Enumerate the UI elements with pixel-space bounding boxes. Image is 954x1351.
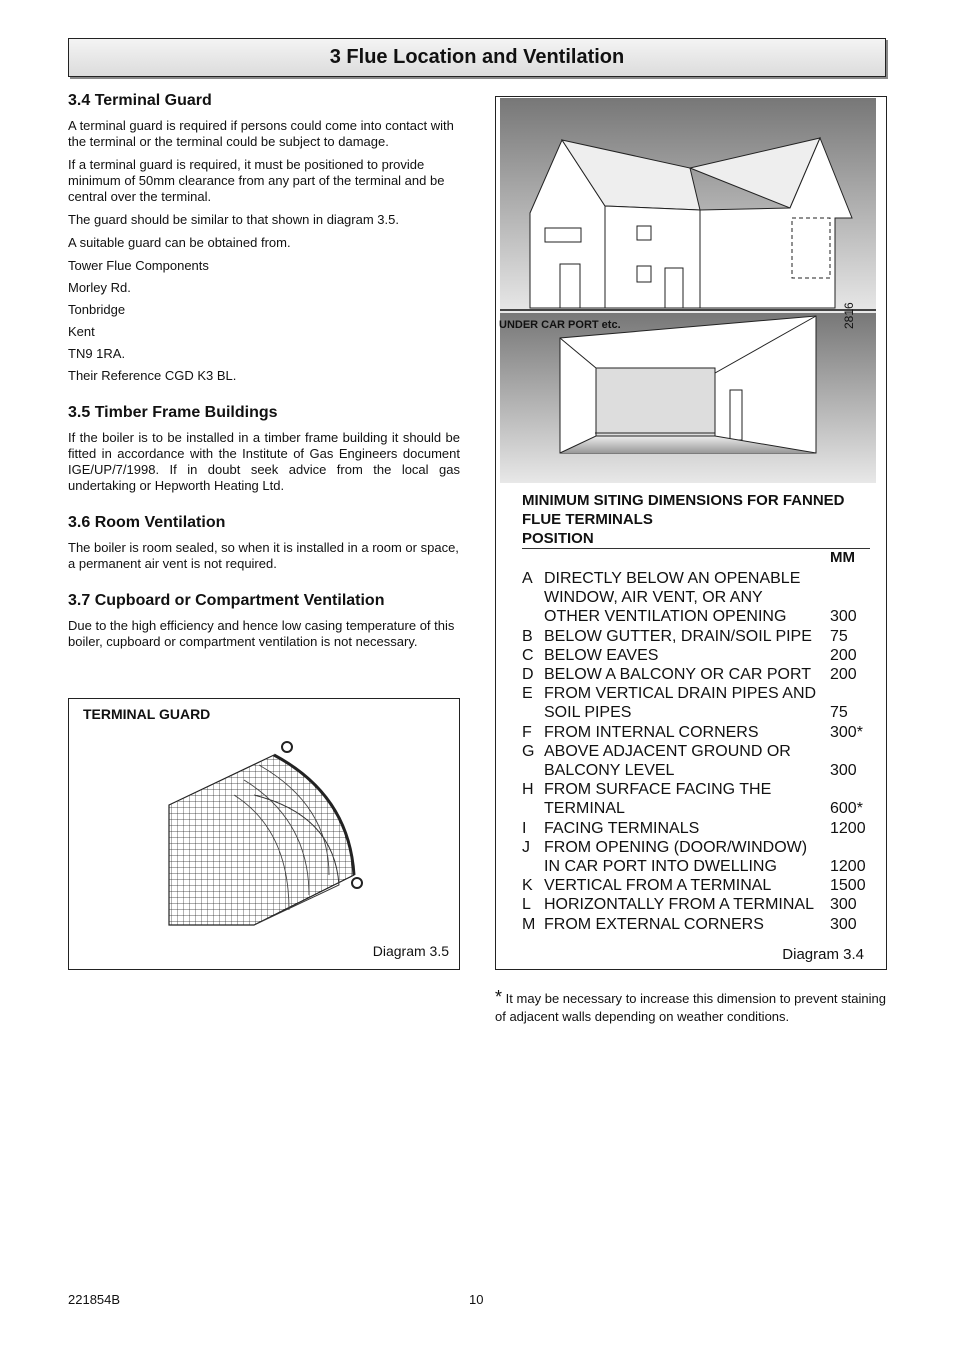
row-key: E <box>522 685 533 703</box>
row-key <box>522 703 544 722</box>
address-line: Morley Rd. <box>68 280 131 295</box>
footnote-star: * <box>495 987 503 1007</box>
row-key: L <box>522 896 531 914</box>
row-value: 75 <box>830 627 848 645</box>
section-room-ventilation <box>68 514 460 572</box>
row-description: FACING TERMINALS <box>544 819 700 837</box>
table-row <box>522 569 872 588</box>
paragraph: If the boiler is to be installed in a timber frame building it should be fitted in accordance with the Institute of Gas Engineers document IGE/UP/7/1998. If in doubt seek advice from the local gas undertaking or Hepworth Heating Ltd. <box>68 430 460 493</box>
row-key: I <box>522 819 527 837</box>
table-row <box>522 761 872 780</box>
row-key <box>522 588 544 607</box>
row-description: WINDOW, AIR VENT, OR ANY <box>544 589 763 607</box>
row-description: BELOW GUTTER, DRAIN/SOIL PIPE <box>544 627 812 645</box>
table-row <box>522 723 872 742</box>
section-heading: 3.6 Room Ventilation <box>68 514 226 531</box>
left-column <box>68 92 460 664</box>
row-description: BALCONY LEVEL <box>544 762 675 780</box>
row-value <box>830 569 870 588</box>
siting-table <box>522 569 872 934</box>
page-title: 3 Flue Location and Ventilation <box>329 46 625 68</box>
row-value: 300 <box>830 896 857 914</box>
row-description: BELOW A BALCONY OR CAR PORT <box>544 666 812 684</box>
row-value: 200 <box>830 666 857 684</box>
row-description: TERMINAL <box>544 800 625 818</box>
footnote <box>495 988 886 1026</box>
section-heading: 3.7 Cupboard or Compartment Ventilation <box>68 592 385 609</box>
row-value: 300 <box>830 608 857 626</box>
row-description: FROM EXTERNAL CORNERS <box>544 915 764 933</box>
row-description: DIRECTLY BELOW AN OPENABLE <box>544 570 801 587</box>
diagram-title: TERMINAL GUARD <box>83 706 211 722</box>
row-description: HORIZONTALLY FROM A TERMINAL <box>544 896 814 914</box>
row-key: B <box>522 627 533 645</box>
table-header <box>522 491 872 549</box>
paragraph: A terminal guard is required if persons could come into contact with the terminal or the terminal could be subject to damage. <box>68 118 454 149</box>
row-key: D <box>522 666 534 684</box>
row-key <box>522 761 544 780</box>
paragraph: Due to the high efficiency and hence low casing temperature of this boiler, cupboard or compartment ventilation is not necessary. <box>68 618 455 649</box>
row-value: 300* <box>830 723 863 741</box>
address-line: Their Reference CGD K3 BL. <box>68 368 237 383</box>
table-row <box>522 627 872 646</box>
siting-illustration <box>500 98 880 483</box>
row-description: ABOVE ADJACENT GROUND OR <box>544 742 791 760</box>
row-description: FROM VERTICAL DRAIN PIPES AND <box>544 685 817 703</box>
row-key: G <box>522 742 535 760</box>
table-row <box>522 838 872 857</box>
diagram-code: 2816 <box>842 302 856 329</box>
row-value: 600* <box>830 800 863 818</box>
table-row <box>522 915 872 934</box>
row-value <box>830 780 870 799</box>
table-row <box>522 799 872 818</box>
row-description: VERTICAL FROM A TERMINAL <box>544 877 772 895</box>
section-heading: 3.5 Timber Frame Buildings <box>68 404 278 421</box>
table-title: MINIMUM SITING DIMENSIONS FOR FANNED FLUE TERMINALS <box>522 492 845 528</box>
position-label: POSITION <box>522 529 870 549</box>
row-key: K <box>522 877 533 895</box>
section-cupboard-ventilation <box>68 592 460 650</box>
section-heading: 3.4 Terminal Guard <box>68 92 212 109</box>
row-description: FROM INTERNAL CORNERS <box>544 723 759 741</box>
row-key: F <box>522 723 532 741</box>
row-value <box>830 838 870 857</box>
row-value: 1500 <box>830 877 866 895</box>
paragraph: If a terminal guard is required, it must be positioned to provide minimum of 50mm clearance from any part of the terminal and be central over the terminal. <box>68 157 445 204</box>
row-value <box>830 684 870 703</box>
row-description: SOIL PIPES <box>544 704 632 722</box>
paragraph: The guard should be similar to that shown in diagram 3.5. <box>68 212 399 227</box>
table-row <box>522 646 872 665</box>
row-value: 75 <box>830 704 848 722</box>
title-bar <box>68 38 886 77</box>
row-value: 1200 <box>830 858 866 876</box>
unit-label: MM <box>830 549 855 566</box>
address-line: Tower Flue Components <box>68 258 209 273</box>
document-number: 221854B <box>68 1292 121 1307</box>
section-timber-frame <box>68 404 460 494</box>
table-row <box>522 780 872 799</box>
table-row <box>522 665 872 684</box>
table-row <box>522 607 872 626</box>
row-value: 300 <box>830 762 857 780</box>
table-row <box>522 684 872 703</box>
row-key: C <box>522 646 534 664</box>
address-line: Tonbridge <box>68 302 126 317</box>
terminal-guard-diagram <box>68 698 460 970</box>
diagram-caption: Diagram 3.5 <box>372 943 449 959</box>
row-description: IN CAR PORT INTO DWELLING <box>544 858 777 876</box>
paragraph: The boiler is room sealed, so when it is installed in a room or space, a permanent air vent is not required. <box>68 540 459 571</box>
siting-diagram <box>495 96 887 970</box>
table-row <box>522 819 872 838</box>
row-key <box>522 799 544 818</box>
table-row <box>522 895 872 914</box>
row-value: 1200 <box>830 819 866 837</box>
row-key <box>522 857 544 876</box>
row-value: 200 <box>830 646 857 664</box>
carport-label: UNDER CAR PORT etc. <box>499 319 621 331</box>
table-row <box>522 703 872 722</box>
table-row <box>522 876 872 895</box>
row-key: A <box>522 570 533 587</box>
table-row <box>522 857 872 876</box>
row-key: M <box>522 915 536 933</box>
diagram-caption: Diagram 3.4 <box>782 946 864 963</box>
row-description: BELOW EAVES <box>544 646 659 664</box>
table-row <box>522 588 872 607</box>
row-description: FROM SURFACE FACING THE <box>544 781 772 799</box>
row-value <box>830 742 870 761</box>
row-key <box>522 607 544 626</box>
row-key: J <box>522 838 530 856</box>
section-terminal-guard <box>68 92 460 384</box>
table-row <box>522 742 872 761</box>
terminal-guard-illustration <box>159 735 379 935</box>
row-key: H <box>522 781 534 799</box>
paragraph: A suitable guard can be obtained from. <box>68 235 291 250</box>
row-description: FROM OPENING (DOOR/WINDOW) <box>544 838 808 856</box>
address-line: Kent <box>68 324 95 339</box>
page-number: 10 <box>469 1292 484 1307</box>
address-line: TN9 1RA. <box>68 346 126 361</box>
row-value: 300 <box>830 915 857 933</box>
row-description: OTHER VENTILATION OPENING <box>544 608 787 626</box>
row-value <box>830 588 870 607</box>
footnote-text: It may be necessary to increase this dimension to prevent staining of adjacent walls depending on weather conditions. <box>495 991 886 1024</box>
